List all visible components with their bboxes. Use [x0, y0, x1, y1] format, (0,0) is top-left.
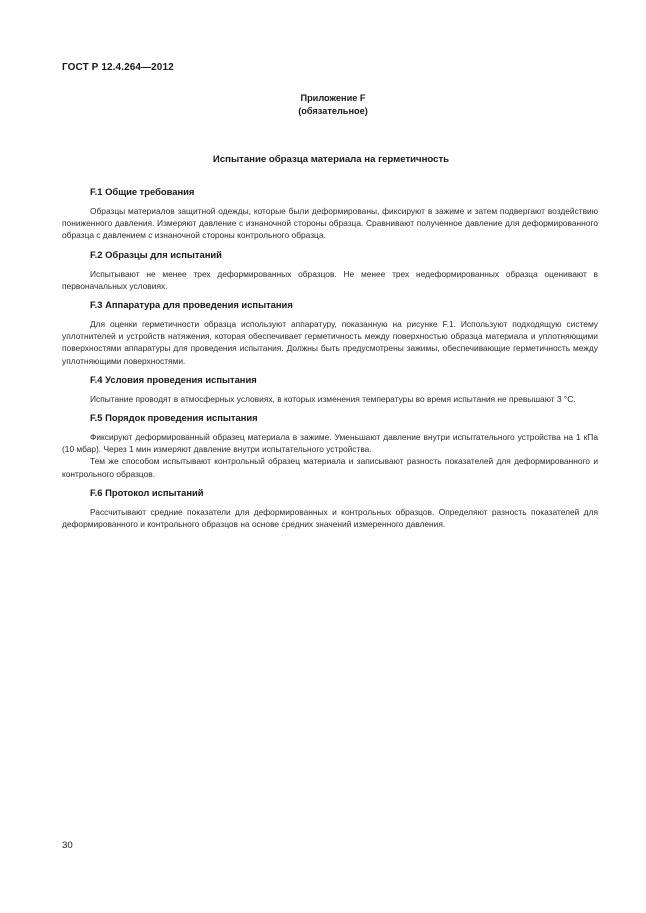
- section-f5: [62, 412, 598, 480]
- section-heading: F.4 Условия проведения испытания: [90, 373, 257, 385]
- appendix-header: [0, 92, 646, 118]
- section-f3: [62, 299, 598, 367]
- paragraph: Рассчитывают средние показатели для деформированных и контрольных образцов. Определяют разность показателей для деформированного и контрольного образцов на основе средних значений измеренного давления.: [62, 506, 598, 530]
- paragraph: Тем же способом испытывают контрольный образец материала и записывают разность показателей для деформированного и контрольного образцов.: [62, 456, 598, 479]
- section-heading: F.3 Аппаратура для проведения испытания: [90, 299, 293, 311]
- section-f4: [62, 374, 598, 405]
- section-f6: [62, 487, 598, 530]
- paragraph: Для оценки герметичности образца используют аппаратуру, показанную на рисунке F.1. Используют подходящую систему уплотнителей и устройств натяжения, которая обеспечивает герметичность между поверхностью образца материала и уплотняющими поверхностями аппаратуры для проведения испытания. Должны быть предусмотрены зажимы, обеспечивающие герметичность между уплотняющими поверхностями.: [62, 319, 598, 366]
- section-heading: F.5 Порядок проведения испытания: [90, 412, 258, 424]
- main-title: Испытание образца материала на герметичность: [212, 154, 450, 165]
- appendix-title: Приложение F: [300, 93, 366, 103]
- paragraph: Испытывают не менее трех деформированных образцов. Не менее трех недеформированных образца оценивают в первоначальных условиях.: [62, 268, 598, 291]
- section-heading: F.2 Образцы для испытаний: [90, 248, 222, 260]
- appendix-status: (обязательное): [298, 106, 368, 116]
- section-heading: F.1 Общие требования: [90, 186, 195, 197]
- paragraph: Образцы материалов защитной одежды, которые были деформированы, фиксируют в зажиме и затем подвергают воздействию пониженного давления. Измеряют давление с изнаночной стороны образца. Сравнивают полученное давление для деформированного образца с давлением с изнаночной стороны контрольного образца.: [62, 206, 598, 241]
- section-heading: F.6 Протокол испытаний: [90, 486, 204, 498]
- paragraph: Фиксируют деформированный образец материала в зажиме. Уменьшают давление внутри испытательного устройства на 1 кПа (10 мбар). Через 1 мин измеряют давление внутри испытательного устройства.: [62, 432, 598, 455]
- section-f1: [62, 186, 598, 242]
- paragraph: Испытание проводят в атмосферных условиях, в которых изменения температуры во время испытания не превышают 3 °С.: [90, 393, 576, 404]
- page-number: 30: [62, 840, 73, 851]
- standard-code: ГОСТ Р 12.4.264—2012: [62, 62, 174, 73]
- document-body: [62, 186, 598, 530]
- section-f2: [62, 249, 598, 292]
